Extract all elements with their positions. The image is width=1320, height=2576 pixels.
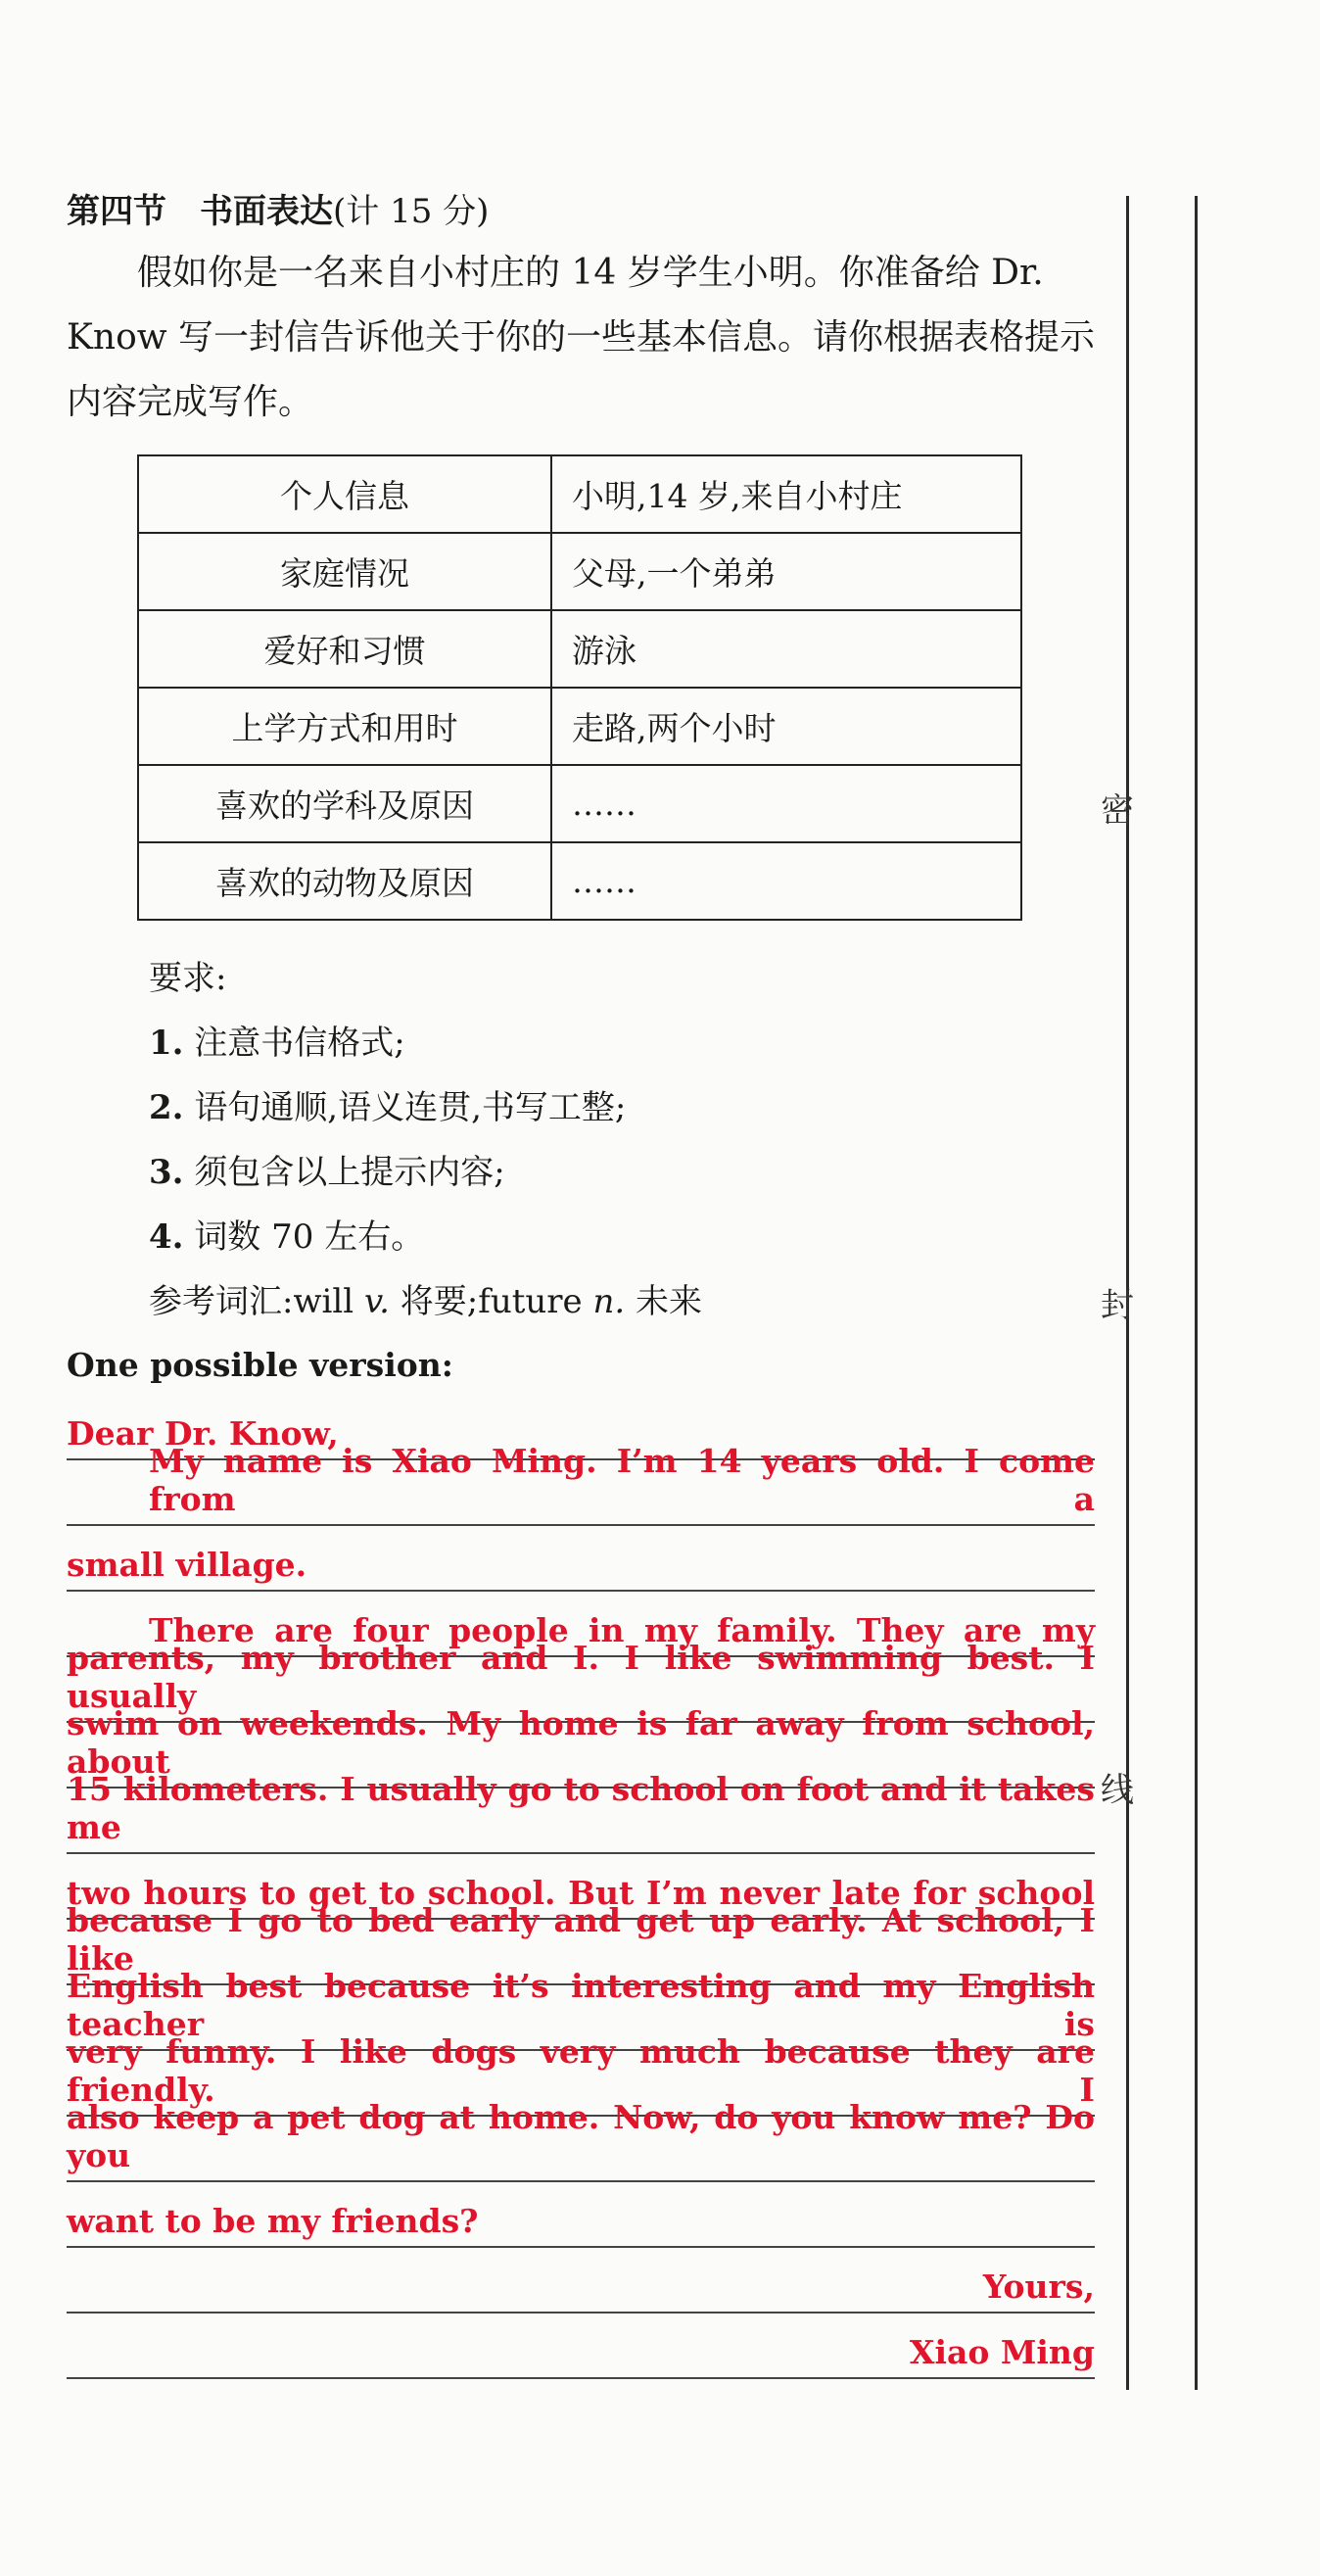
section-score: (计 15 分) <box>333 192 490 231</box>
table-key: 家庭情况 <box>138 533 551 610</box>
letter-salutation: Dear Dr. Know, <box>67 1414 339 1453</box>
section-title <box>67 186 1095 237</box>
table-row <box>138 842 1021 920</box>
table-value: 父母,一个弟弟 <box>551 533 1021 610</box>
seal-mark-xian: 线 <box>1101 1771 1134 1810</box>
table-key: 爱好和习惯 <box>138 610 551 688</box>
table-row <box>138 688 1021 765</box>
letter-line: swim on weekends. My home is far away from school, about <box>67 1723 1095 1789</box>
table-value: …… <box>551 765 1021 842</box>
letter-line: 15 kilometers. I usually go to school on foot and it takes me <box>67 1789 1095 1854</box>
letter-line: There are four people in my family. They are my <box>67 1592 1095 1657</box>
requirement-item: 1. 注意书信格式; <box>149 1024 405 1063</box>
letter-line: two hours to get to school. But I’m never late for school <box>67 1854 1095 1920</box>
letter-line: because I go to bed early and get up early. At school, I like <box>67 1920 1095 1985</box>
table-key: 个人信息 <box>138 455 551 533</box>
requirements-heading: 要求: <box>149 959 227 998</box>
table-value: 游泳 <box>551 610 1021 688</box>
letter-line: English best because it’s interesting and my English teacher is <box>67 1985 1095 2051</box>
section-title-text: 第四节 书面表达 <box>67 192 333 231</box>
seal-mark-feng: 封 <box>1101 1286 1134 1325</box>
seal-mark-mi: 密 <box>1101 791 1134 831</box>
writing-prompt: 假如你是一名来自小村庄的 14 岁学生小明。你准备给 Dr. Know 写一封信告诉他关于你的一些基本信息。请你根据表格提示内容完成写作。 <box>67 253 1096 422</box>
letter-line: want to be my friends? <box>67 2182 1095 2248</box>
requirements <box>149 946 1095 1334</box>
letter-line: parents, my brother and I. I like swimming best. I usually <box>67 1657 1095 1723</box>
table-row <box>138 610 1021 688</box>
requirement-item: 2. 语句通顺,语义连贯,书写工整; <box>149 1088 627 1127</box>
letter-line: small village. <box>67 1526 1095 1592</box>
table-value: …… <box>551 842 1021 920</box>
table-key: 上学方式和用时 <box>138 688 551 765</box>
content <box>67 186 1095 2379</box>
letter-line <box>67 2314 1095 2379</box>
table-value: 走路,两个小时 <box>551 688 1021 765</box>
table-value: 小明,14 岁,来自小村庄 <box>551 455 1021 533</box>
sample-letter <box>67 1395 1095 2379</box>
table-key: 喜欢的学科及原因 <box>138 765 551 842</box>
letter-line: My name is Xiao Ming. I’m 14 years old. I come from a <box>67 1460 1095 1526</box>
table-row <box>138 533 1021 610</box>
table-row <box>138 765 1021 842</box>
reference-vocab: 参考词汇:will v. 将要;future n. 未来 <box>149 1282 703 1321</box>
table-key: 喜欢的动物及原因 <box>138 842 551 920</box>
answer-heading: One possible version: <box>67 1346 453 1384</box>
binding-line-outer <box>1195 196 1198 2390</box>
letter-signature: Xiao Ming <box>909 2333 1095 2371</box>
letter-line: also keep a pet dog at home. Now, do you know me? Do you <box>67 2117 1095 2182</box>
requirement-item: 4. 词数 70 左右。 <box>149 1217 425 1257</box>
info-table <box>137 454 1022 921</box>
letter-line <box>67 2248 1095 2314</box>
letter-closing: Yours, <box>982 2267 1095 2306</box>
letter-line: very funny. I like dogs very much because they are friendly. I <box>67 2051 1095 2117</box>
requirement-item: 3. 须包含以上提示内容; <box>149 1153 505 1192</box>
table-row <box>138 455 1021 533</box>
